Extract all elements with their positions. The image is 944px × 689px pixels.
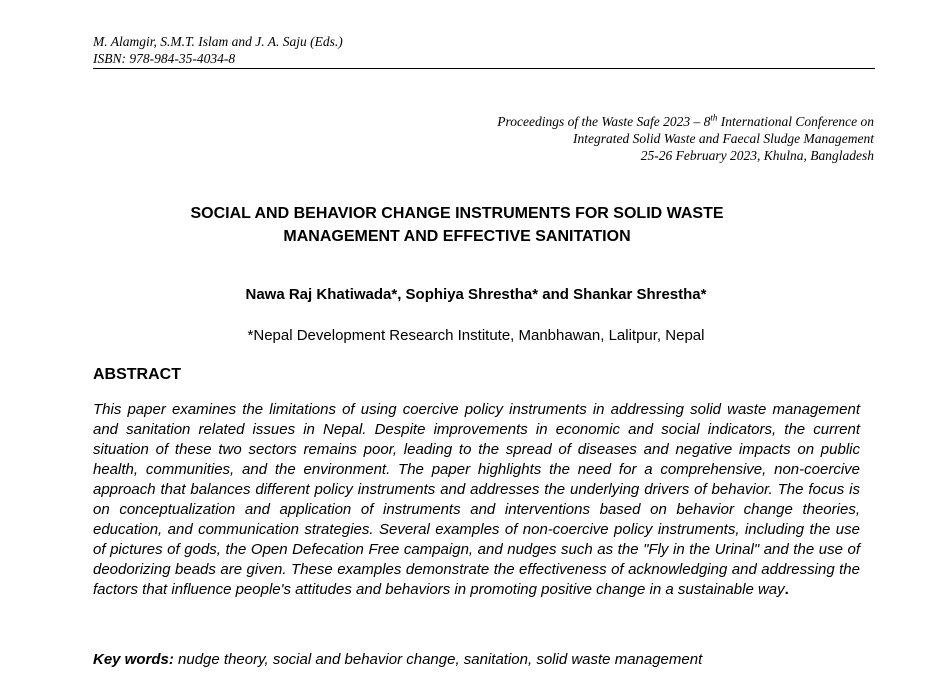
running-header [93, 33, 343, 67]
abstract-heading: ABSTRACT [93, 366, 181, 383]
conference-line-3: 25-26 February 2023, Khulna, Bangladesh [640, 148, 874, 163]
keywords-text: nudge theory, social and behavior change, sanitation, solid waste management [173, 651, 703, 668]
header-rule [93, 68, 875, 69]
conference-line-2: Integrated Solid Waste and Faecal Sludge Management [573, 131, 874, 146]
conference-line-1: Proceedings of the Waste Safe 2023 – 8th International Conference on [497, 112, 874, 129]
editors: M. Alamgir, S.M.T. Islam and J. A. Saju (Eds.) [93, 34, 343, 49]
keywords-label: Key words: [93, 651, 174, 668]
affiliation: *Nepal Development Research Institute, Manbhawan, Lalitpur, Nepal [247, 327, 705, 344]
paper-title: SOCIAL AND BEHAVIOR CHANGE INSTRUMENTS FOR SOLID WASTE MANAGEMENT AND EFFECTIVE SANITATION [190, 205, 724, 245]
conference-info [497, 113, 874, 164]
authors: Nawa Raj Khatiwada*, Sophiya Shrestha* and Shankar Shrestha* [245, 286, 707, 303]
isbn: ISBN: 978-984-35-4034-8 [93, 51, 236, 66]
abstract-body: This paper examines the limitations of using coercive policy instruments in addressing solid waste management and sanitation related issues in Nepal. Despite improvements in economic and social indicators, the current situation of these two sectors remains poor, leading to the spread of diseases and negative impacts on public health, communities, and the environment. The paper highlights the need for a comprehensive, non-coercive approach that balances different policy instruments and addresses the underlying drivers of behavior. The focus is on conceptualization and application of instruments and interventions based on behavior change theories, education, and communication strategies. Several examples of non-coercive policy instruments, including the use of pictures of gods, the Open Defecation Free campaign, and nudges such as the "Fly in the Urinal" and the use of deodorizing beads are given. These examples demonstrate the effectiveness of acknowledging and addressing the factors that influence people's attitudes and behaviors in promoting positive change in a sustainable way. [93, 401, 860, 598]
keywords [93, 650, 873, 670]
